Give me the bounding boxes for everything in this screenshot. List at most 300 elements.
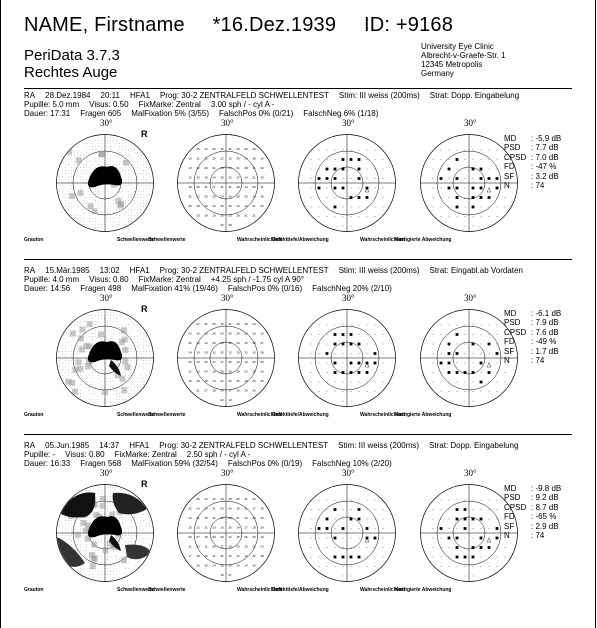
plot-caption: Korrigierte Abweichung	[395, 587, 452, 593]
svg-text:16: 16	[220, 573, 224, 577]
index-row	[504, 531, 561, 540]
global-indices	[504, 309, 561, 365]
svg-text:12: 12	[204, 341, 208, 345]
index-row	[504, 522, 561, 531]
clinic-line: Germany	[421, 69, 454, 78]
threshold-plot	[176, 133, 276, 233]
index-value: : 7.0 dB	[531, 152, 559, 162]
index-value: : 7.7 dB	[531, 143, 559, 153]
index-row	[504, 347, 561, 356]
plot-caption: Schwellenwerte	[148, 237, 186, 243]
svg-text:20: 20	[228, 175, 232, 180]
svg-text:16: 16	[252, 563, 256, 568]
degree-label: 30°	[100, 468, 113, 478]
svg-text:19: 19	[236, 506, 240, 511]
plot-caption: Wahrscheinlichkeit	[237, 412, 283, 418]
exam-info-field: MalFixation 5% (3/55)	[131, 109, 209, 118]
svg-text:15: 15	[196, 369, 200, 374]
svg-text:24: 24	[188, 350, 192, 355]
svg-text:26: 26	[220, 331, 224, 336]
svg-text:10: 10	[212, 204, 216, 208]
index-name: PSD	[504, 318, 521, 328]
svg-text:11: 11	[188, 369, 192, 374]
svg-text:16: 16	[220, 563, 224, 568]
svg-text:31: 31	[204, 322, 208, 326]
plot-caption: Korrigierte Abweichung	[395, 412, 452, 418]
svg-text:28: 28	[236, 194, 240, 199]
index-name: N	[504, 356, 510, 366]
svg-text:19: 19	[236, 147, 240, 151]
plot-caption: Wahrscheinlichkeit	[237, 237, 283, 243]
greyscale-plot	[55, 483, 155, 583]
index-name: FD	[504, 162, 515, 172]
exam-info-field: Fragen 498	[80, 284, 122, 293]
svg-text:13: 13	[204, 147, 208, 151]
greyscale-map	[59, 312, 150, 403]
svg-text:29: 29	[212, 544, 216, 549]
patient-dob: *16.Dez.1939	[212, 14, 337, 36]
exam-info-field: Pupille: 4.0 mm	[24, 275, 80, 284]
svg-text:31: 31	[228, 147, 232, 151]
divider	[24, 434, 572, 435]
exam-info-field: RA	[24, 91, 36, 100]
total-deviation-plot	[297, 483, 397, 583]
svg-text:31: 31	[220, 544, 224, 549]
plot-caption: Schwellenwerte	[117, 412, 155, 418]
svg-text:24: 24	[236, 331, 240, 336]
exam-info-field: FixMarke: Zentral	[138, 100, 201, 109]
svg-text:31: 31	[196, 156, 200, 161]
svg-text:10: 10	[260, 156, 264, 161]
index-row	[504, 503, 561, 512]
field-plot-svg	[297, 308, 397, 408]
svg-text:29: 29	[196, 204, 200, 208]
svg-text:25: 25	[228, 204, 232, 208]
index-name: CPSD	[504, 152, 527, 162]
clinic-line: Albrecht-v-Graefe-Str. 1	[421, 51, 506, 60]
exam-info-line	[24, 266, 584, 275]
svg-text:21: 21	[204, 525, 208, 530]
svg-text:28: 28	[228, 223, 232, 227]
svg-text:15: 15	[260, 516, 264, 520]
field-plot-svg	[297, 133, 397, 233]
svg-text:17: 17	[220, 360, 224, 364]
svg-text:24: 24	[236, 341, 240, 345]
exam-info-field: Strat: Dopp. Eingabelung	[429, 91, 520, 100]
svg-text:12: 12	[236, 554, 240, 558]
page-border-left	[0, 0, 1, 628]
eye-side: Rechtes Auge	[24, 64, 118, 81]
exam-info-field: MalFixation 59% (32/54)	[131, 459, 218, 468]
index-row	[504, 512, 561, 521]
exam-info-line	[24, 441, 584, 450]
svg-text:19: 19	[212, 213, 216, 218]
svg-text:13: 13	[244, 360, 248, 364]
svg-text:25: 25	[252, 185, 256, 189]
svg-text:13: 13	[196, 360, 200, 364]
field-plot-svg	[55, 308, 155, 408]
svg-text:25: 25	[252, 535, 256, 539]
exam-info-field: FalschPos 0% (0/19)	[227, 459, 303, 468]
field-plot-svg	[55, 133, 155, 233]
svg-text:16: 16	[260, 379, 264, 383]
index-row	[504, 181, 561, 190]
exam-info-field: 3.00 sph / - cyl A -	[210, 100, 275, 109]
svg-text:21: 21	[252, 204, 256, 208]
svg-text:26: 26	[260, 525, 264, 530]
svg-text:30: 30	[196, 175, 200, 180]
svg-text:28: 28	[204, 213, 208, 218]
index-value: : -47 %	[531, 162, 557, 172]
svg-text:10: 10	[228, 213, 232, 218]
svg-text:15: 15	[220, 322, 224, 326]
svg-text:26: 26	[260, 194, 264, 199]
svg-text:12: 12	[244, 554, 248, 558]
svg-text:21: 21	[244, 497, 248, 501]
svg-text:26: 26	[196, 563, 200, 568]
exam-info-field: Pupille: -	[24, 450, 56, 459]
svg-text:11: 11	[188, 544, 192, 549]
degree-label: 30°	[100, 118, 113, 128]
svg-text:31: 31	[212, 506, 216, 511]
exam-info-field: FalschNeg 10% (2/20)	[312, 459, 392, 468]
svg-text:13: 13	[228, 156, 232, 161]
svg-text:10: 10	[212, 497, 216, 501]
svg-text:31: 31	[236, 166, 240, 170]
exam-info-line	[24, 459, 584, 468]
svg-text:31: 31	[244, 213, 248, 218]
index-value: : 7.9 dB	[531, 318, 559, 328]
plot-caption: Defekttiefe/Abweichung	[272, 412, 329, 418]
svg-text:28: 28	[252, 156, 256, 161]
exam-info-field: 05.Jun.1985	[45, 441, 90, 450]
svg-text:10: 10	[236, 360, 240, 364]
svg-text:30: 30	[196, 554, 200, 558]
svg-text:10: 10	[244, 516, 248, 520]
svg-text:26: 26	[228, 360, 232, 364]
svg-text:17: 17	[228, 388, 232, 393]
exam-info-field: 2.50 sph / - cyl A -	[186, 450, 251, 459]
svg-text:20: 20	[204, 166, 208, 170]
exam-info-field: Pupille: 5.0 mm	[24, 100, 80, 109]
svg-text:15: 15	[188, 525, 192, 530]
svg-text:16: 16	[220, 213, 224, 218]
plot-caption: Schwellenwerte	[117, 587, 155, 593]
exam-info-field: 20:11	[100, 91, 120, 100]
svg-text:19: 19	[244, 379, 248, 383]
svg-text:20: 20	[212, 147, 216, 151]
svg-text:16: 16	[220, 166, 224, 170]
app-version: PeriData 3.7.3	[24, 47, 120, 64]
svg-text:31: 31	[212, 166, 216, 170]
index-row	[504, 328, 561, 337]
index-row	[504, 134, 561, 143]
svg-text:31: 31	[220, 554, 224, 558]
svg-text:28: 28	[220, 175, 224, 180]
exam-info-field: RA	[24, 266, 36, 275]
svg-text:22: 22	[188, 341, 192, 345]
field-plot-svg	[55, 483, 155, 583]
svg-text:10: 10	[220, 497, 224, 501]
index-name: PSD	[504, 143, 521, 153]
plot-caption: Grauton	[24, 412, 44, 418]
svg-text:25: 25	[244, 194, 248, 199]
svg-text:12: 12	[228, 535, 232, 539]
svg-text:12: 12	[196, 166, 200, 170]
svg-text:10: 10	[236, 350, 240, 355]
svg-text:14: 14	[244, 175, 248, 180]
svg-text:29: 29	[220, 506, 224, 511]
svg-text:11: 11	[204, 544, 208, 549]
index-name: CPSD	[504, 502, 527, 512]
index-name: N	[504, 531, 510, 541]
svg-text:26: 26	[188, 535, 192, 539]
degree-label: 30°	[221, 293, 234, 303]
svg-text:25: 25	[236, 497, 240, 501]
exam-info-line	[24, 450, 584, 459]
svg-text:13: 13	[204, 497, 208, 501]
svg-text:22: 22	[188, 506, 192, 511]
svg-text:20: 20	[260, 369, 264, 374]
svg-text:26: 26	[244, 535, 248, 539]
svg-text:14: 14	[244, 156, 248, 161]
svg-text:31: 31	[228, 185, 232, 189]
index-row	[504, 143, 561, 152]
svg-text:22: 22	[252, 554, 256, 558]
exam-block	[24, 441, 584, 601]
svg-text:23: 23	[244, 369, 248, 374]
exam-info-field: +4.25 sph / -1.75 cyl A 90°	[210, 275, 305, 284]
global-indices	[504, 134, 561, 190]
svg-text:25: 25	[212, 156, 216, 161]
svg-text:30: 30	[196, 341, 200, 345]
plot-caption: Wahrscheinlichkeit	[360, 237, 406, 243]
eye-marker: R	[141, 479, 148, 489]
index-value: : 74	[531, 181, 545, 191]
svg-text:12: 12	[244, 204, 248, 208]
index-row	[504, 484, 561, 493]
index-name: MD	[504, 309, 517, 318]
patient-id: ID: +9168	[363, 14, 454, 36]
svg-text:17: 17	[188, 554, 192, 558]
svg-text:20: 20	[260, 360, 264, 364]
global-indices	[504, 484, 561, 540]
index-name: SF	[504, 171, 515, 181]
svg-text:13: 13	[188, 166, 192, 170]
svg-text:18: 18	[252, 525, 256, 530]
svg-text:29: 29	[204, 379, 208, 383]
svg-text:12: 12	[188, 516, 192, 520]
index-value: : 1.7 dB	[531, 346, 559, 356]
svg-text:14: 14	[252, 331, 256, 336]
svg-text:15: 15	[260, 506, 264, 511]
exam-info-field: FalschPos 0% (0/16)	[227, 284, 303, 293]
svg-text:20: 20	[204, 331, 208, 336]
svg-text:25: 25	[204, 194, 208, 199]
svg-text:28: 28	[228, 497, 232, 501]
exam-info-line	[24, 100, 584, 109]
svg-text:24: 24	[212, 563, 216, 568]
plot-caption: Grauton	[24, 237, 44, 243]
svg-text:28: 28	[260, 350, 264, 355]
svg-text:18: 18	[228, 544, 232, 549]
svg-text:21: 21	[204, 156, 208, 161]
index-name: PSD	[504, 493, 521, 503]
patient-header	[24, 14, 475, 37]
svg-text:16: 16	[236, 388, 240, 393]
svg-text:14: 14	[236, 525, 240, 530]
svg-text:18: 18	[236, 213, 240, 218]
degree-label: 30°	[100, 293, 113, 303]
svg-text:16: 16	[188, 379, 192, 383]
svg-text:13: 13	[236, 204, 240, 208]
degree-label: 30°	[464, 293, 477, 303]
svg-text:20: 20	[260, 204, 264, 208]
svg-text:11: 11	[212, 554, 216, 558]
svg-text:27: 27	[196, 535, 200, 539]
svg-text:13: 13	[260, 331, 264, 336]
svg-text:31: 31	[228, 322, 232, 326]
plot-caption: Wahrscheinlichkeit	[237, 587, 283, 593]
svg-text:24: 24	[212, 175, 216, 180]
degree-label: 30°	[342, 468, 355, 478]
exam-info-field: 14:37	[99, 441, 120, 450]
svg-text:18: 18	[188, 185, 192, 189]
svg-text:25: 25	[220, 204, 224, 208]
index-row	[504, 356, 561, 365]
svg-text:27: 27	[204, 388, 208, 393]
plot-caption: Wahrscheinlichkeit	[360, 587, 406, 593]
index-value: : -9.8 dB	[531, 484, 562, 493]
exam-info-field: MalFixation 41% (19/46)	[131, 284, 218, 293]
svg-text:13: 13	[228, 554, 232, 558]
exam-block	[24, 91, 584, 251]
svg-text:18: 18	[252, 341, 256, 345]
svg-text:26: 26	[252, 388, 256, 393]
svg-text:30: 30	[228, 369, 232, 374]
total-deviation-plot	[297, 308, 397, 408]
divider	[24, 88, 572, 89]
svg-text:12: 12	[212, 350, 216, 355]
svg-text:27: 27	[212, 360, 216, 364]
svg-text:31: 31	[188, 194, 192, 199]
svg-text:29: 29	[236, 185, 240, 189]
svg-text:21: 21	[252, 175, 256, 180]
svg-text:25: 25	[228, 563, 232, 568]
clinic-line: 12345 Metropolis	[421, 60, 483, 69]
exam-info-field: RA	[24, 441, 36, 450]
svg-text:22: 22	[244, 350, 248, 355]
svg-text:29: 29	[252, 497, 256, 501]
svg-text:24: 24	[204, 369, 208, 374]
svg-text:30: 30	[204, 563, 208, 568]
svg-text:22: 22	[220, 379, 224, 383]
exam-info-line	[24, 91, 584, 100]
svg-text:25: 25	[236, 379, 240, 383]
index-name: MD	[504, 134, 517, 143]
svg-text:28: 28	[244, 166, 248, 170]
svg-text:26: 26	[220, 223, 224, 227]
plot-caption: Grauton	[24, 587, 44, 593]
svg-text:22: 22	[220, 156, 224, 161]
svg-text:19: 19	[252, 516, 256, 520]
svg-text:16: 16	[220, 525, 224, 530]
svg-text:20: 20	[228, 379, 232, 383]
svg-text:30: 30	[220, 147, 224, 151]
svg-text:20: 20	[196, 213, 200, 218]
svg-text:30: 30	[204, 360, 208, 364]
divider	[24, 259, 572, 260]
svg-text:19: 19	[196, 350, 200, 355]
svg-text:26: 26	[196, 497, 200, 501]
threshold-plot	[176, 483, 276, 583]
index-name: MD	[504, 484, 517, 493]
exam-info-field: HFA1	[129, 266, 150, 275]
svg-text:29: 29	[244, 147, 248, 151]
svg-text:23: 23	[260, 166, 264, 170]
svg-text:19: 19	[244, 544, 248, 549]
exam-info-field: Stim: III weiss (200ms)	[338, 441, 420, 450]
svg-text:24: 24	[228, 166, 232, 170]
exam-info-line	[24, 284, 584, 293]
svg-text:21: 21	[236, 516, 240, 520]
exam-info-field: FixMarke: Zentral	[114, 450, 177, 459]
svg-text:14: 14	[220, 388, 224, 393]
exam-info-field: Stim: III weiss (200ms)	[338, 91, 420, 100]
svg-text:26: 26	[228, 506, 232, 511]
exam-info-field: FalschNeg 20% (2/10)	[312, 284, 392, 293]
index-value: : 3.2 dB	[531, 171, 559, 181]
svg-text:25: 25	[188, 204, 192, 208]
plot-caption: Schwellenwerte	[117, 237, 155, 243]
svg-text:11: 11	[260, 185, 264, 189]
exam-info-field: Visus: 0.80	[65, 450, 105, 459]
index-value: : 74	[531, 356, 545, 366]
svg-text:24: 24	[188, 331, 192, 336]
exam-info-field: Prog: 30-2 ZENTRALFELD SCHWELLENTEST	[159, 266, 329, 275]
svg-text:31: 31	[252, 166, 256, 170]
index-value: : -49 %	[531, 337, 557, 347]
svg-text:16: 16	[212, 331, 216, 336]
exam-info-field: Fragen 568	[80, 459, 122, 468]
svg-text:15: 15	[204, 535, 208, 539]
svg-text:31: 31	[212, 516, 216, 520]
svg-text:26: 26	[212, 341, 216, 345]
svg-text:29: 29	[196, 185, 200, 189]
svg-text:27: 27	[236, 175, 240, 180]
greyscale-map	[59, 137, 150, 228]
svg-text:25: 25	[204, 506, 208, 511]
svg-text:16: 16	[204, 175, 208, 180]
index-value: : 8.7 dB	[531, 502, 559, 512]
index-value: : -65 %	[531, 512, 557, 522]
plot-caption: Defekttiefe/Abweichung	[272, 237, 329, 243]
clinic-address	[421, 42, 505, 78]
svg-text:29: 29	[228, 331, 232, 336]
svg-text:30: 30	[212, 535, 216, 539]
index-value: : 74	[531, 531, 545, 541]
svg-text:25: 25	[212, 322, 216, 326]
svg-text:23: 23	[260, 544, 264, 549]
svg-text:31: 31	[220, 185, 224, 189]
svg-text:10: 10	[236, 563, 240, 568]
svg-text:14: 14	[212, 379, 216, 383]
svg-text:17: 17	[244, 525, 248, 530]
svg-text:22: 22	[220, 398, 224, 402]
index-row	[504, 493, 561, 502]
svg-text:21: 21	[204, 185, 208, 189]
degree-label: 30°	[342, 118, 355, 128]
